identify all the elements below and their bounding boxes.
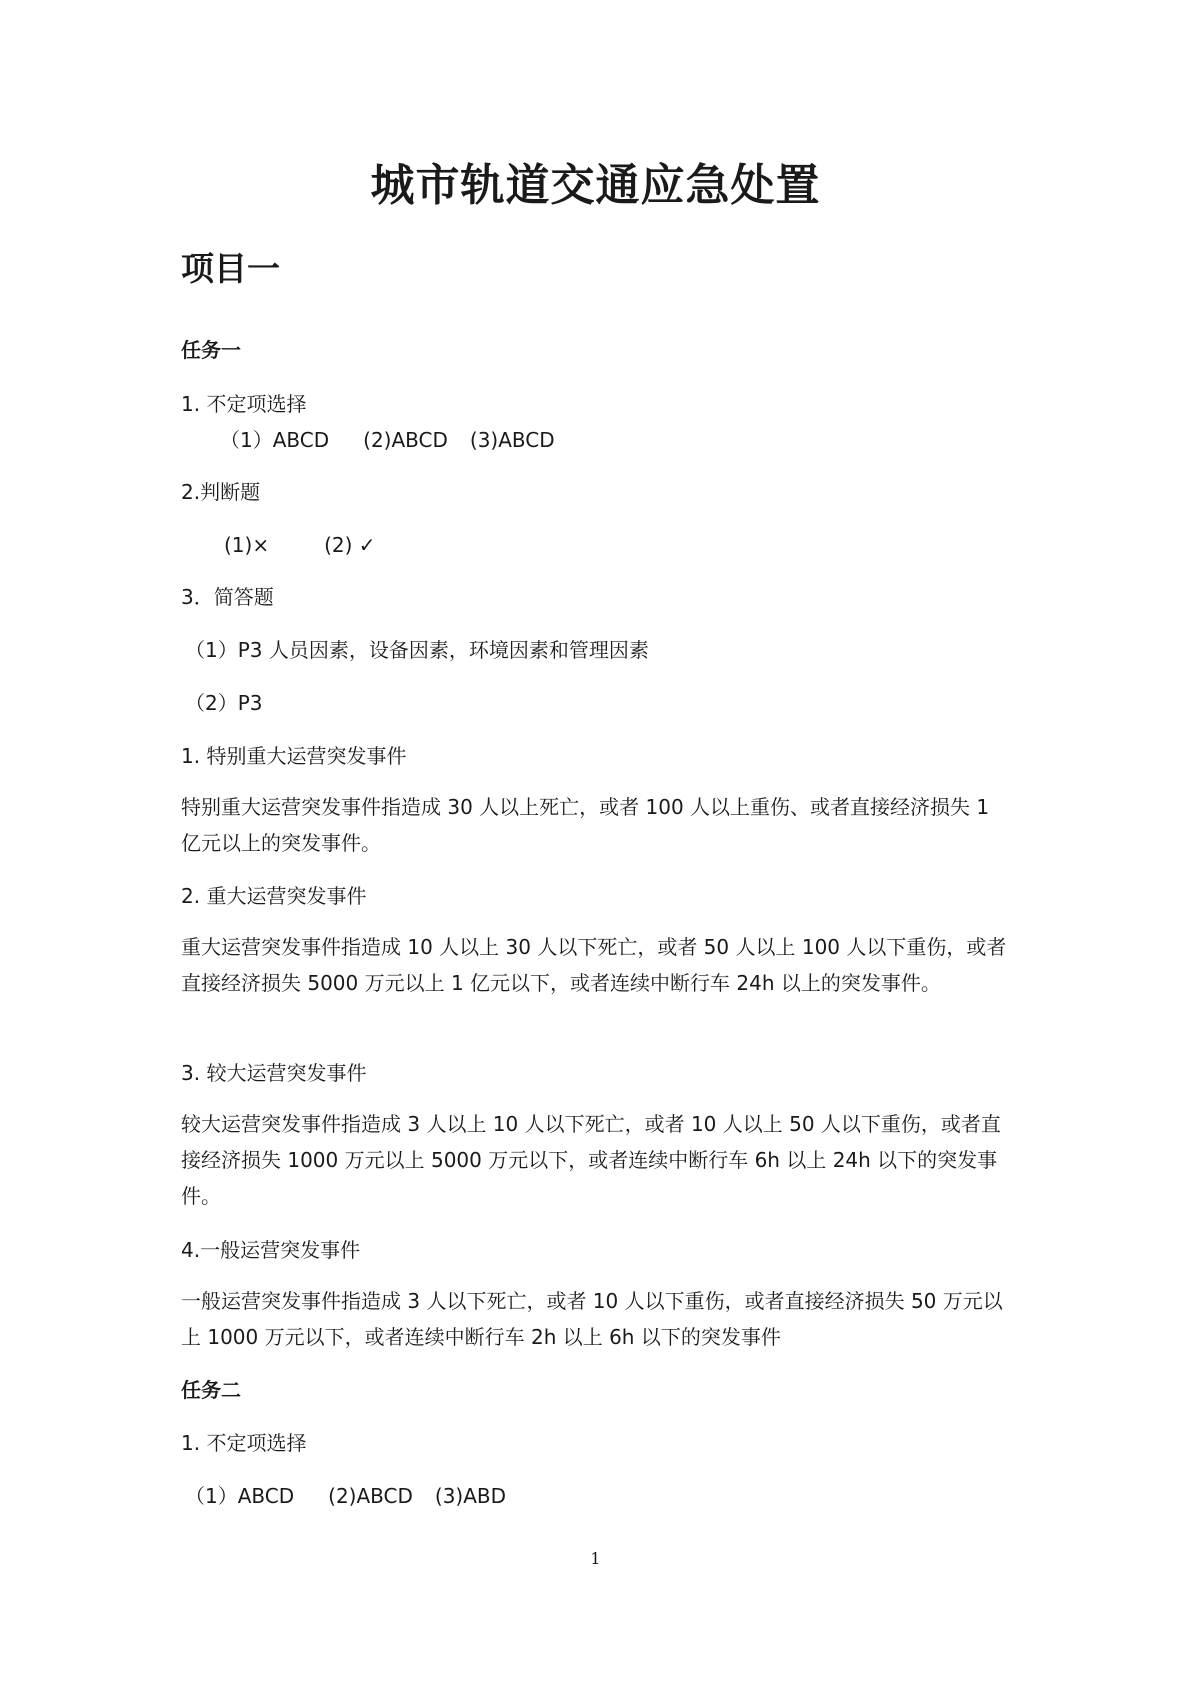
project-heading: 项目一: [181, 249, 280, 288]
answer-item: （1）ABCD: [220, 428, 330, 452]
event-item-label: 1. 特别重大运营突发事件: [181, 744, 407, 768]
answer-item: (3)ABD: [434, 1484, 507, 1508]
task2-heading: 任务二: [181, 1378, 241, 1402]
task1-q1-label: 1. 不定项选择: [181, 392, 307, 416]
event-item-text: 较大运营突发事件指造成 3 人以上 10 人以下死亡，或者 10 人以上 50 人以下重伤，或者直接经济损失 1000 万元以上 5000 万元以下，或者连续中断行车 6h 以上 24h 以下的突发事件。: [181, 1112, 1001, 1208]
answer-item: (3)ABCD: [469, 428, 555, 452]
task1-q2-label: 2.判断题: [181, 480, 261, 504]
task1-q3-answer1: （1）P3 人员因素，设备因素，环境因素和管理因素: [185, 638, 649, 662]
task1-q1-answers: [220, 425, 555, 455]
task1-q3-label: 3．简答题: [181, 585, 274, 609]
task1-q3-answer2: （2）P3: [185, 691, 263, 715]
answer-item: (2)ABCD: [328, 1484, 413, 1508]
answer-item: (1)×: [224, 533, 270, 557]
answer-item: （1）ABCD: [185, 1484, 295, 1508]
task1-q2-answers: [224, 530, 376, 560]
answer-item: (2)ABCD: [363, 428, 448, 452]
event-item-text: 特别重大运营突发事件指造成 30 人以上死亡，或者 100 人以上重伤、或者直接经济损失 1 亿元以上的突发事件。: [181, 795, 990, 855]
task2-q1-answers: [185, 1481, 506, 1511]
task2-q1-label: 1. 不定项选择: [181, 1431, 307, 1455]
event-item-label: 2. 重大运营突发事件: [181, 884, 367, 908]
event-item-label: 3. 较大运营突发事件: [181, 1061, 367, 1085]
task1-heading: 任务一: [181, 338, 241, 362]
event-item-label: 4.一般运营突发事件: [181, 1238, 361, 1262]
event-item-text: 重大运营突发事件指造成 10 人以上 30 人以下死亡，或者 50 人以上 100 人以下重伤，或者直接经济损失 5000 万元以上 1 亿元以下，或者连续中断行车 24h 以上的突发事件。: [181, 935, 1007, 995]
page-number: 1: [590, 1549, 601, 1568]
answer-item: (2) ✓: [324, 533, 376, 557]
document-title: 城市轨道交通应急处置: [370, 160, 821, 211]
event-item-text: 一般运营突发事件指造成 3 人以下死亡，或者 10 人以下重伤，或者直接经济损失 50 万元以上 1000 万元以下，或者连续中断行车 2h 以上 6h 以下的突发事件: [181, 1289, 1003, 1349]
